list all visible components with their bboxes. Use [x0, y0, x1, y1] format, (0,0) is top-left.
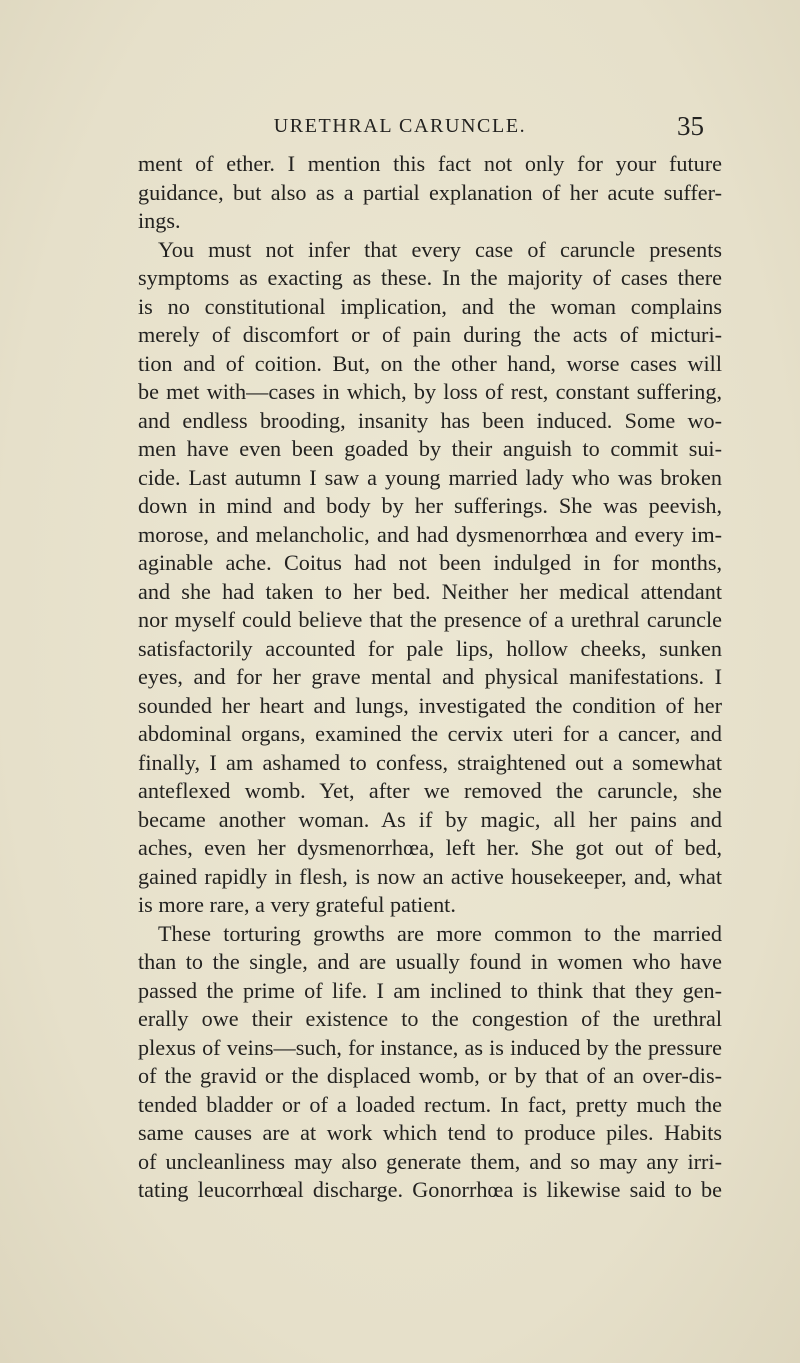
text-line: be met with—cases in which, by loss of rest, constant suffering, — [138, 379, 722, 404]
text-line: guidance, but also as a partial explanation of her acute suffer- — [138, 179, 722, 205]
text-line: of the gravid or the displaced womb, or by that of an over-dis- — [138, 1063, 722, 1088]
text-line: is more rare, a very grateful patient. — [138, 892, 456, 917]
text-line: plexus of veins—such, for instance, as is induced by the pressure — [138, 1034, 722, 1060]
text-line: passed the prime of life. I am inclined to think that they gen- — [138, 977, 722, 1003]
page-number: 35 — [677, 111, 704, 141]
text-line: eyes, and for her grave mental and physical manifestations. I — [138, 664, 722, 689]
text-line: of uncleanliness may also generate them, and so may any irri- — [138, 1148, 722, 1174]
text-line: satisfactorily accounted for pale lips, hollow cheeks, sunken — [138, 635, 722, 661]
text-line: sounded her heart and lungs, investigated the condition of her — [138, 692, 722, 718]
text-line: tating leucorrhœal discharge. Gonorrhœa is likewise said to be — [138, 1177, 722, 1202]
text-line: aginable ache. Coitus had not been indulged in for months, — [138, 550, 722, 575]
text-line: ings. — [138, 208, 181, 233]
running-title: URETHRAL CARUNCLE. — [273, 115, 527, 137]
text-line: symptoms as exacting as these. In the majority of cases there — [138, 265, 722, 290]
text-line: nor myself could believe that the presence of a urethral caruncle — [138, 607, 722, 632]
text-line: became another woman. As if by magic, all her pains and — [138, 806, 722, 832]
body-text — [138, 150, 722, 1205]
text-line: ment of ether. I mention this fact not only for your future — [138, 151, 722, 176]
text-line: aches, even her dysmenorrhœa, left her. She got out of bed, — [138, 835, 722, 860]
text-line: morose, and melancholic, and had dysmenorrhœa and every im- — [138, 521, 722, 547]
text-line: You must not infer that every case of caruncle presents — [158, 236, 722, 262]
text-line: anteflexed womb. Yet, after we removed the caruncle, she — [138, 778, 722, 803]
text-line: tended bladder or of a loaded rectum. In fact, pretty much the — [138, 1091, 722, 1117]
running-head — [0, 109, 800, 143]
text-line: These torturing growths are more common to the married — [158, 920, 722, 946]
text-line: is no constitutional implication, and the woman complains — [138, 293, 722, 319]
text-line: tion and of coition. But, on the other hand, worse cases will — [138, 350, 722, 376]
text-line: abdominal organs, examined the cervix uteri for a cancer, and — [138, 721, 722, 746]
text-line: same causes are at work which tend to produce piles. Habits — [138, 1120, 722, 1145]
text-line: merely of discomfort or of pain during the acts of micturi- — [138, 322, 722, 347]
text-line: finally, I am ashamed to confess, straightened out a somewhat — [138, 749, 722, 775]
text-line: and she had taken to her bed. Neither her medical attendant — [138, 578, 722, 604]
text-line: than to the single, and are usually found in women who have — [138, 949, 722, 974]
text-line: erally owe their existence to the congestion of the urethral — [138, 1006, 722, 1031]
text-line: down in mind and body by her sufferings. She was peevish, — [138, 493, 722, 518]
text-line: cide. Last autumn I saw a young married lady who was broken — [138, 464, 722, 490]
text-line: men have even been goaded by their anguish to commit sui- — [138, 436, 722, 461]
text-line: and endless brooding, insanity has been induced. Some wo- — [138, 407, 722, 433]
text-line: gained rapidly in flesh, is now an active housekeeper, and, what — [138, 863, 722, 889]
